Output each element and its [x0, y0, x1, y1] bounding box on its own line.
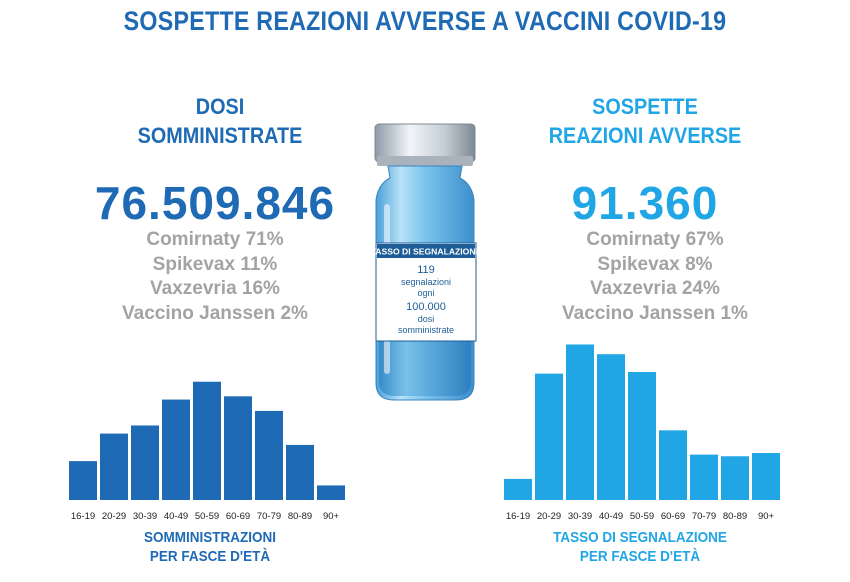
vial-line-6: somministrate — [397, 325, 455, 335]
tick-label-16-19: 16-19 — [505, 511, 531, 522]
tick-label-16-19: 16-19 — [70, 511, 96, 522]
left-caption-line-2: PER FASCE D'ETÀ — [149, 548, 271, 565]
left-brand-2: Spikevax 11% — [152, 253, 278, 275]
bar-70-79 — [255, 411, 283, 500]
tick-label-60-69: 60-69 — [225, 511, 251, 522]
tick-label-50-59: 50-59 — [194, 511, 220, 522]
page-title: SOSPETTE REAZIONI AVVERSE A VACCINI COVID-19 — [123, 6, 727, 36]
tick-label-90+: 90+ — [322, 511, 340, 522]
left-brand-1: Comirnaty 71% — [146, 229, 284, 250]
tick-label-40-49: 40-49 — [163, 511, 189, 522]
left-brand-4: Vaccino Janssen 2% — [122, 302, 308, 324]
left-heading-line-1: DOSI — [195, 94, 245, 119]
right-heading-line-2: REAZIONI AVVERSE — [548, 123, 742, 148]
vial-line-1: 119 — [417, 264, 435, 276]
vial-line-5: dosi — [417, 314, 435, 324]
left-heading — [103, 92, 337, 150]
vial-line-3: ogni — [417, 288, 435, 298]
tick-label-80-89: 80-89 — [722, 511, 748, 522]
right-brand-1: Comirnaty 67% — [586, 229, 724, 250]
bar-60-69 — [659, 430, 687, 500]
bar-30-39 — [566, 344, 594, 500]
bar-16-19 — [69, 461, 97, 500]
tick-label-70-79: 70-79 — [691, 511, 717, 522]
vial-line-4: 100.000 — [406, 301, 446, 313]
tick-label-20-29: 20-29 — [536, 511, 562, 522]
left-age-bar-chart — [60, 330, 360, 525]
right-chart-caption — [532, 528, 748, 566]
bar-90+ — [752, 453, 780, 500]
left-brand-3: Vaxzevria 16% — [150, 278, 280, 299]
right-heading — [528, 92, 762, 150]
bar-50-59 — [628, 372, 656, 500]
tick-label-50-59: 50-59 — [629, 511, 655, 522]
bar-40-49 — [597, 354, 625, 500]
right-brand-4: Vaccino Janssen 1% — [562, 302, 748, 324]
bar-40-49 — [162, 400, 190, 500]
tick-label-60-69: 60-69 — [660, 511, 686, 522]
left-caption-line-1: SOMMINISTRAZIONI — [143, 529, 276, 546]
right-age-bar-chart — [495, 330, 795, 525]
bar-80-89 — [721, 456, 749, 500]
tick-label-70-79: 70-79 — [256, 511, 282, 522]
left-heading-line-2: SOMMINISTRATE — [137, 123, 303, 148]
vaccine-vial-icon — [360, 118, 490, 403]
right-caption-line-1: TASSO DI SEGNALAZIONE — [553, 529, 727, 546]
bar-30-39 — [131, 425, 159, 500]
tick-label-40-49: 40-49 — [598, 511, 624, 522]
tick-label-30-39: 30-39 — [567, 511, 593, 522]
vial-label-title: TASSO DI SEGNALAZIONE — [370, 246, 482, 257]
right-brand-2: Spikevax 8% — [597, 253, 713, 275]
tick-label-90+: 90+ — [757, 511, 775, 522]
right-total: 91.360 — [571, 177, 719, 229]
right-heading-line-1: SOSPETTE — [592, 94, 698, 119]
bar-20-29 — [100, 434, 128, 500]
tick-label-30-39: 30-39 — [132, 511, 158, 522]
left-brands — [100, 228, 330, 326]
left-total: 76.509.846 — [94, 177, 336, 229]
right-brand-3: Vaxzevria 24% — [590, 278, 720, 299]
vial-line-2: segnalazioni — [400, 277, 452, 287]
bar-20-29 — [535, 374, 563, 500]
right-brands — [540, 228, 770, 326]
bar-50-59 — [193, 382, 221, 500]
bar-90+ — [317, 485, 345, 500]
bar-60-69 — [224, 396, 252, 500]
tick-label-80-89: 80-89 — [287, 511, 313, 522]
bar-70-79 — [690, 455, 718, 500]
right-caption-line-2: PER FASCE D'ETÀ — [579, 548, 701, 565]
tick-label-20-29: 20-29 — [101, 511, 127, 522]
bar-16-19 — [504, 479, 532, 500]
left-chart-caption — [107, 528, 314, 566]
bar-80-89 — [286, 445, 314, 500]
